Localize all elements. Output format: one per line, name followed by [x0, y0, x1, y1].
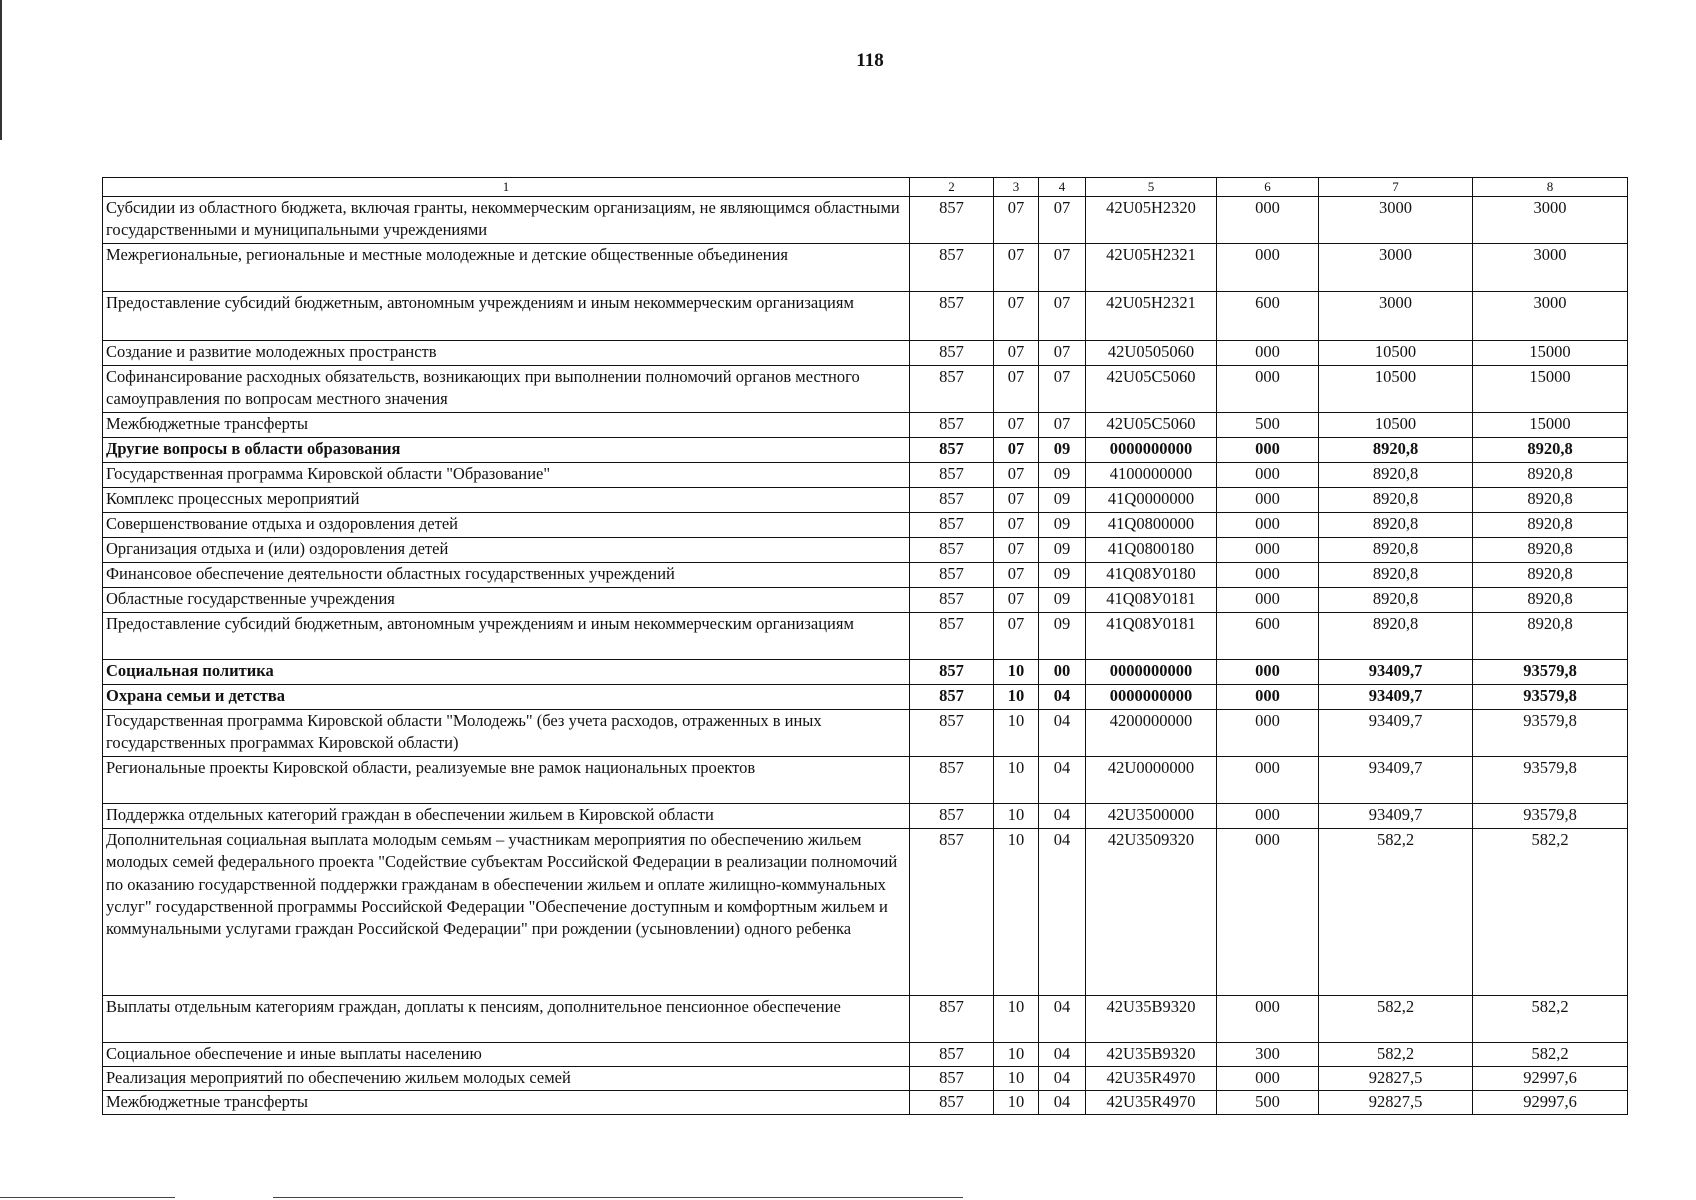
- target-article-cell: 42U3500000: [1086, 804, 1217, 829]
- target-article-cell: 42U05C5060: [1086, 413, 1217, 438]
- amount-year1-cell: 582,2: [1319, 1043, 1473, 1067]
- ministry-code-cell: 857: [910, 244, 994, 292]
- ministry-code-cell: 857: [910, 438, 994, 463]
- amount-year2-cell: 582,2: [1473, 829, 1628, 996]
- column-number: 6: [1217, 178, 1319, 197]
- row-name-cell: Межрегиональные, региональные и местные молодежные и детские общественные объединения: [103, 244, 910, 292]
- subsection-code-cell: 04: [1039, 1067, 1086, 1091]
- amount-year2-cell: 93579,8: [1473, 685, 1628, 710]
- amount-year1-cell: 582,2: [1319, 829, 1473, 996]
- expense-type-cell: 000: [1217, 244, 1319, 292]
- page-number: 118: [856, 50, 884, 71]
- amount-year2-cell: 8920,8: [1473, 538, 1628, 563]
- scan-bottom-line: [273, 1197, 963, 1198]
- amount-year2-cell: 8920,8: [1473, 463, 1628, 488]
- ministry-code-cell: 857: [910, 292, 994, 341]
- amount-year1-cell: 8920,8: [1319, 488, 1473, 513]
- section-code-cell: 07: [994, 538, 1039, 563]
- expense-type-cell: 600: [1217, 613, 1319, 660]
- row-name-cell: Предоставление субсидий бюджетным, автономным учреждениям и иным некоммерческим организациям: [103, 613, 910, 660]
- section-code-cell: 07: [994, 197, 1039, 244]
- row-name-cell: Социальное обеспечение и иные выплаты населению: [103, 1043, 910, 1067]
- amount-year2-cell: 8920,8: [1473, 588, 1628, 613]
- section-code-cell: 07: [994, 463, 1039, 488]
- table-row: [103, 1067, 1628, 1091]
- amount-year2-cell: 92997,6: [1473, 1067, 1628, 1091]
- ministry-code-cell: 857: [910, 757, 994, 804]
- expense-type-cell: 000: [1217, 197, 1319, 244]
- row-name-cell: Комплекс процессных мероприятий: [103, 488, 910, 513]
- table-row: [103, 197, 1628, 244]
- column-number: 5: [1086, 178, 1217, 197]
- row-name-cell: Региональные проекты Кировской области, реализуемые вне рамок национальных проектов: [103, 757, 910, 804]
- table-row: [103, 438, 1628, 463]
- amount-year1-cell: 10500: [1319, 341, 1473, 366]
- target-article-cell: 42U35R4970: [1086, 1091, 1217, 1115]
- column-number: 8: [1473, 178, 1628, 197]
- row-name-cell: Совершенствование отдыха и оздоровления детей: [103, 513, 910, 538]
- target-article-cell: 42U05C5060: [1086, 366, 1217, 413]
- subsection-code-cell: 09: [1039, 513, 1086, 538]
- ministry-code-cell: 857: [910, 996, 994, 1043]
- target-article-cell: 0000000000: [1086, 438, 1217, 463]
- amount-year2-cell: 92997,6: [1473, 1091, 1628, 1115]
- expense-type-cell: 600: [1217, 292, 1319, 341]
- expense-type-cell: 300: [1217, 1043, 1319, 1067]
- amount-year1-cell: 93409,7: [1319, 757, 1473, 804]
- table-row: [103, 244, 1628, 292]
- amount-year2-cell: 15000: [1473, 341, 1628, 366]
- amount-year1-cell: 8920,8: [1319, 513, 1473, 538]
- amount-year2-cell: 582,2: [1473, 1043, 1628, 1067]
- row-name-cell: Другие вопросы в области образования: [103, 438, 910, 463]
- amount-year1-cell: 3000: [1319, 197, 1473, 244]
- subsection-code-cell: 09: [1039, 463, 1086, 488]
- table-row: [103, 1043, 1628, 1067]
- row-name-cell: Финансовое обеспечение деятельности областных государственных учреждений: [103, 563, 910, 588]
- row-name-cell: Реализация мероприятий по обеспечению жильем молодых семей: [103, 1067, 910, 1091]
- amount-year2-cell: 15000: [1473, 366, 1628, 413]
- expense-type-cell: 000: [1217, 538, 1319, 563]
- ministry-code-cell: 857: [910, 513, 994, 538]
- section-code-cell: 10: [994, 1043, 1039, 1067]
- target-article-cell: 41Q08У0181: [1086, 613, 1217, 660]
- subsection-code-cell: 00: [1039, 660, 1086, 685]
- ministry-code-cell: 857: [910, 829, 994, 996]
- column-number: 3: [994, 178, 1039, 197]
- subsection-code-cell: 04: [1039, 1043, 1086, 1067]
- section-code-cell: 07: [994, 613, 1039, 660]
- amount-year1-cell: 8920,8: [1319, 613, 1473, 660]
- row-name-cell: Государственная программа Кировской области "Молодежь" (без учета расходов, отраженных в иных государственных программах Кировской области): [103, 710, 910, 757]
- amount-year2-cell: 93579,8: [1473, 660, 1628, 685]
- table-row: [103, 1091, 1628, 1115]
- row-name-cell: Межбюджетные трансферты: [103, 1091, 910, 1115]
- ministry-code-cell: 857: [910, 1091, 994, 1115]
- expense-type-cell: 000: [1217, 488, 1319, 513]
- section-code-cell: 10: [994, 829, 1039, 996]
- amount-year2-cell: 93579,8: [1473, 710, 1628, 757]
- budget-table: [102, 177, 1628, 1115]
- row-name-cell: Поддержка отдельных категорий граждан в обеспечении жильем в Кировской области: [103, 804, 910, 829]
- target-article-cell: 41Q08У0180: [1086, 563, 1217, 588]
- expense-type-cell: 000: [1217, 1067, 1319, 1091]
- row-name-cell: Организация отдыха и (или) оздоровления детей: [103, 538, 910, 563]
- row-name-cell: Софинансирование расходных обязательств, возникающих при выполнении полномочий органов местного самоуправления по вопросам местного значения: [103, 366, 910, 413]
- amount-year2-cell: 8920,8: [1473, 613, 1628, 660]
- amount-year2-cell: 8920,8: [1473, 563, 1628, 588]
- amount-year1-cell: 3000: [1319, 292, 1473, 341]
- section-code-cell: 10: [994, 710, 1039, 757]
- amount-year1-cell: 93409,7: [1319, 804, 1473, 829]
- target-article-cell: 0000000000: [1086, 660, 1217, 685]
- target-article-cell: 42U35B9320: [1086, 996, 1217, 1043]
- target-article-cell: 41Q08У0181: [1086, 588, 1217, 613]
- row-name-cell: Государственная программа Кировской области "Образование": [103, 463, 910, 488]
- section-code-cell: 07: [994, 292, 1039, 341]
- section-code-cell: 10: [994, 996, 1039, 1043]
- table-row: [103, 292, 1628, 341]
- ministry-code-cell: 857: [910, 341, 994, 366]
- table-row: [103, 513, 1628, 538]
- target-article-cell: 0000000000: [1086, 685, 1217, 710]
- subsection-code-cell: 09: [1039, 588, 1086, 613]
- subsection-code-cell: 04: [1039, 710, 1086, 757]
- section-code-cell: 07: [994, 413, 1039, 438]
- target-article-cell: 42U05H2321: [1086, 292, 1217, 341]
- amount-year1-cell: 8920,8: [1319, 538, 1473, 563]
- table-row: [103, 660, 1628, 685]
- table-row: [103, 996, 1628, 1043]
- section-code-cell: 10: [994, 685, 1039, 710]
- target-article-cell: 4100000000: [1086, 463, 1217, 488]
- table-row: [103, 685, 1628, 710]
- expense-type-cell: 000: [1217, 563, 1319, 588]
- subsection-code-cell: 04: [1039, 685, 1086, 710]
- section-code-cell: 07: [994, 488, 1039, 513]
- subsection-code-cell: 07: [1039, 366, 1086, 413]
- target-article-cell: 41Q0800000: [1086, 513, 1217, 538]
- target-article-cell: 42U35B9320: [1086, 1043, 1217, 1067]
- column-number: 2: [910, 178, 994, 197]
- ministry-code-cell: 857: [910, 804, 994, 829]
- amount-year2-cell: 3000: [1473, 197, 1628, 244]
- scan-bottom-line: [0, 1197, 175, 1198]
- amount-year1-cell: 92827,5: [1319, 1067, 1473, 1091]
- amount-year1-cell: 8920,8: [1319, 438, 1473, 463]
- target-article-cell: 42U05H2321: [1086, 244, 1217, 292]
- ministry-code-cell: 857: [910, 1067, 994, 1091]
- subsection-code-cell: 07: [1039, 244, 1086, 292]
- ministry-code-cell: 857: [910, 413, 994, 438]
- target-article-cell: 42U35R4970: [1086, 1067, 1217, 1091]
- section-code-cell: 10: [994, 1091, 1039, 1115]
- table-row: [103, 757, 1628, 804]
- target-article-cell: 4200000000: [1086, 710, 1217, 757]
- ministry-code-cell: 857: [910, 710, 994, 757]
- amount-year2-cell: 15000: [1473, 413, 1628, 438]
- expense-type-cell: 000: [1217, 438, 1319, 463]
- subsection-code-cell: 04: [1039, 996, 1086, 1043]
- expense-type-cell: 000: [1217, 685, 1319, 710]
- amount-year2-cell: 93579,8: [1473, 757, 1628, 804]
- subsection-code-cell: 09: [1039, 613, 1086, 660]
- expense-type-cell: 000: [1217, 804, 1319, 829]
- column-number: 4: [1039, 178, 1086, 197]
- amount-year2-cell: 3000: [1473, 244, 1628, 292]
- target-article-cell: 42U3509320: [1086, 829, 1217, 996]
- subsection-code-cell: 07: [1039, 292, 1086, 341]
- row-name-cell: Субсидии из областного бюджета, включая гранты, некоммерческим организациям, не являющимся областными государственными и муниципальными учреждениями: [103, 197, 910, 244]
- table-row: [103, 413, 1628, 438]
- amount-year1-cell: 3000: [1319, 244, 1473, 292]
- section-code-cell: 10: [994, 757, 1039, 804]
- expense-type-cell: 500: [1217, 413, 1319, 438]
- amount-year1-cell: 93409,7: [1319, 710, 1473, 757]
- expense-type-cell: 000: [1217, 757, 1319, 804]
- amount-year1-cell: 92827,5: [1319, 1091, 1473, 1115]
- ministry-code-cell: 857: [910, 660, 994, 685]
- amount-year2-cell: 8920,8: [1473, 513, 1628, 538]
- amount-year1-cell: 93409,7: [1319, 660, 1473, 685]
- target-article-cell: 41Q0000000: [1086, 488, 1217, 513]
- target-article-cell: 41Q0800180: [1086, 538, 1217, 563]
- ministry-code-cell: 857: [910, 588, 994, 613]
- ministry-code-cell: 857: [910, 563, 994, 588]
- subsection-code-cell: 04: [1039, 804, 1086, 829]
- expense-type-cell: 000: [1217, 710, 1319, 757]
- row-name-cell: Дополнительная социальная выплата молодым семьям – участникам мероприятия по обеспечению жильем молодых семей федерального проекта "Содействие субъектам Российской Федерации в реализации полномочий по оказанию государственной поддержки гражданам в обеспечении жильем и оплате жилищно-коммунальных услуг" государственной программы Российской Федерации "Обеспечение доступным и комфортным жильем и коммунальными услугами граждан Российской Федерации" при рождении (усыновлении) одного ребенка: [103, 829, 910, 996]
- row-name-cell: Предоставление субсидий бюджетным, автономным учреждениям и иным некоммерческим организациям: [103, 292, 910, 341]
- amount-year1-cell: 8920,8: [1319, 588, 1473, 613]
- subsection-code-cell: 07: [1039, 197, 1086, 244]
- table-row: [103, 613, 1628, 660]
- ministry-code-cell: 857: [910, 488, 994, 513]
- ministry-code-cell: 857: [910, 1043, 994, 1067]
- table-row: [103, 463, 1628, 488]
- table-row: [103, 538, 1628, 563]
- expense-type-cell: 000: [1217, 588, 1319, 613]
- subsection-code-cell: 04: [1039, 1091, 1086, 1115]
- subsection-code-cell: 04: [1039, 829, 1086, 996]
- amount-year1-cell: 10500: [1319, 413, 1473, 438]
- table-body: [103, 197, 1628, 1115]
- target-article-cell: 42U0000000: [1086, 757, 1217, 804]
- subsection-code-cell: 09: [1039, 563, 1086, 588]
- amount-year1-cell: 93409,7: [1319, 685, 1473, 710]
- section-code-cell: 10: [994, 804, 1039, 829]
- section-code-cell: 07: [994, 341, 1039, 366]
- section-code-cell: 07: [994, 513, 1039, 538]
- subsection-code-cell: 07: [1039, 413, 1086, 438]
- subsection-code-cell: 04: [1039, 757, 1086, 804]
- table-row: [103, 366, 1628, 413]
- row-name-cell: Областные государственные учреждения: [103, 588, 910, 613]
- expense-type-cell: 000: [1217, 341, 1319, 366]
- row-name-cell: Создание и развитие молодежных пространств: [103, 341, 910, 366]
- section-code-cell: 07: [994, 366, 1039, 413]
- subsection-code-cell: 09: [1039, 538, 1086, 563]
- row-name-cell: Межбюджетные трансферты: [103, 413, 910, 438]
- subsection-code-cell: 09: [1039, 488, 1086, 513]
- amount-year2-cell: 8920,8: [1473, 488, 1628, 513]
- table-row: [103, 563, 1628, 588]
- expense-type-cell: 000: [1217, 513, 1319, 538]
- expense-type-cell: 000: [1217, 829, 1319, 996]
- section-code-cell: 07: [994, 588, 1039, 613]
- table-row: [103, 829, 1628, 996]
- row-name-cell: Социальная политика: [103, 660, 910, 685]
- section-code-cell: 10: [994, 1067, 1039, 1091]
- section-code-cell: 07: [994, 438, 1039, 463]
- expense-type-cell: 000: [1217, 366, 1319, 413]
- ministry-code-cell: 857: [910, 197, 994, 244]
- ministry-code-cell: 857: [910, 366, 994, 413]
- target-article-cell: 42U0505060: [1086, 341, 1217, 366]
- table-row: [103, 588, 1628, 613]
- target-article-cell: 42U05H2320: [1086, 197, 1217, 244]
- section-code-cell: 07: [994, 244, 1039, 292]
- table-row: [103, 488, 1628, 513]
- column-number: 1: [103, 178, 910, 197]
- section-code-cell: 07: [994, 563, 1039, 588]
- amount-year1-cell: 10500: [1319, 366, 1473, 413]
- row-name-cell: Выплаты отдельным категориям граждан, доплаты к пенсиям, дополнительное пенсионное обеспечение: [103, 996, 910, 1043]
- amount-year2-cell: 8920,8: [1473, 438, 1628, 463]
- expense-type-cell: 000: [1217, 996, 1319, 1043]
- amount-year2-cell: 3000: [1473, 292, 1628, 341]
- subsection-code-cell: 09: [1039, 438, 1086, 463]
- column-number: 7: [1319, 178, 1473, 197]
- table-row: [103, 804, 1628, 829]
- table-row: [103, 710, 1628, 757]
- subsection-code-cell: 07: [1039, 341, 1086, 366]
- amount-year1-cell: 582,2: [1319, 996, 1473, 1043]
- section-code-cell: 10: [994, 660, 1039, 685]
- row-name-cell: Охрана семьи и детства: [103, 685, 910, 710]
- amount-year1-cell: 8920,8: [1319, 563, 1473, 588]
- amount-year2-cell: 582,2: [1473, 996, 1628, 1043]
- ministry-code-cell: 857: [910, 538, 994, 563]
- expense-type-cell: 000: [1217, 463, 1319, 488]
- table-row: [103, 341, 1628, 366]
- ministry-code-cell: 857: [910, 685, 994, 710]
- ministry-code-cell: 857: [910, 463, 994, 488]
- expense-type-cell: 500: [1217, 1091, 1319, 1115]
- amount-year2-cell: 93579,8: [1473, 804, 1628, 829]
- expense-type-cell: 000: [1217, 660, 1319, 685]
- column-number-row: [103, 178, 1628, 197]
- ministry-code-cell: 857: [910, 613, 994, 660]
- amount-year1-cell: 8920,8: [1319, 463, 1473, 488]
